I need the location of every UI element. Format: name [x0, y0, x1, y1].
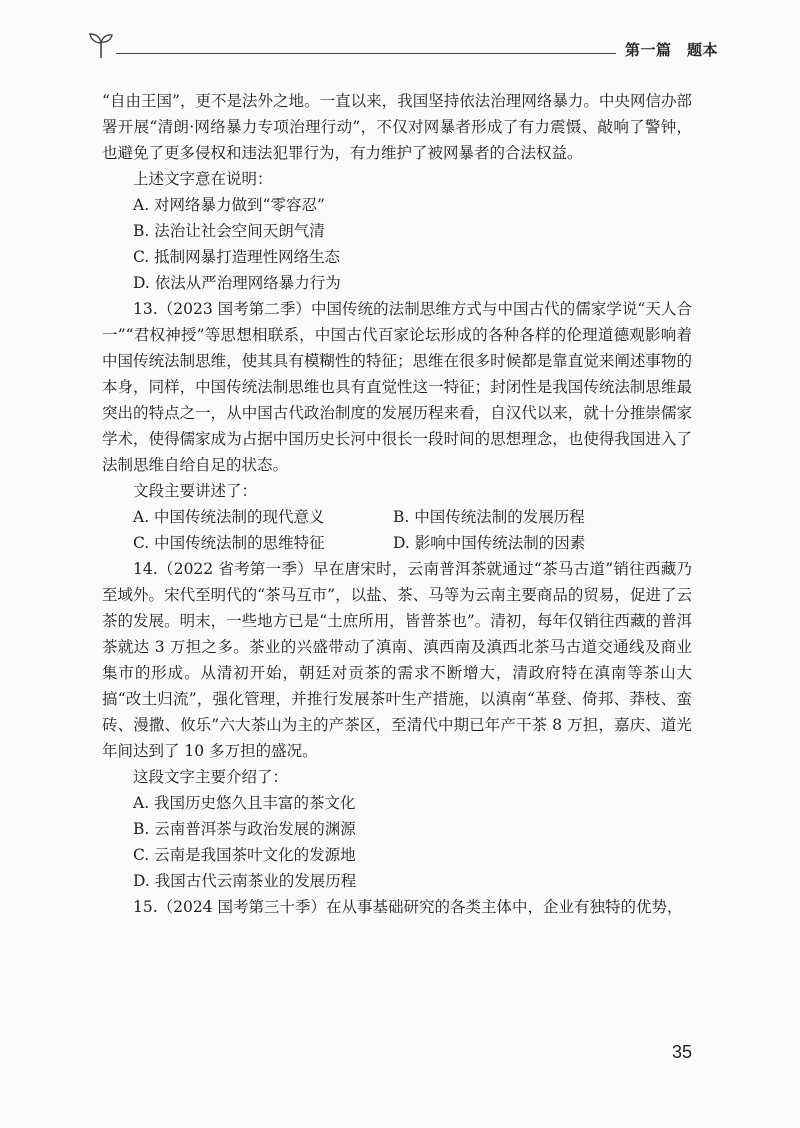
q13-prompt: 文段主要讲述了：	[133, 482, 258, 500]
q14-option-d: D. 我国古代云南茶业的发展历程	[133, 872, 357, 890]
q12-option-d: D. 依法从严治理网络暴力行为	[133, 274, 341, 292]
q13-option-a: A. 中国传统法制的现代意义	[133, 508, 325, 526]
q13-option-d: D. 影响中国传统法制的因素	[393, 534, 586, 552]
q13-options-row-2	[102, 530, 692, 556]
q14-prompt: 这段文字主要介绍了：	[133, 768, 289, 786]
q13-option-b: B. 中国传统法制的发展历程	[393, 508, 585, 526]
q14-option-c: C. 云南是我国茶叶文化的发源地	[133, 846, 356, 864]
header-rule	[116, 53, 616, 54]
sprout-icon	[88, 30, 114, 60]
q14-option-b: B. 云南普洱茶与政治发展的渊源	[133, 820, 356, 838]
q12-option-a: A. 对网络暴力做到“零容忍”	[133, 196, 325, 214]
page-header	[88, 30, 718, 70]
q15-text: 15.（2024 国考第三十季）在从事基础研究的各类主体中，企业有独特的优势，	[133, 898, 683, 916]
q14-option-a: A. 我国历史悠久且丰富的茶文化	[133, 794, 356, 812]
q14-text: 14.（2022 省考第一季）早在唐宋时，云南普洱茶就通过“茶马古道”销往西藏乃至域外。宋代至明代的“茶马互市”，以盐、茶、马等为云南主要商品的贸易，促进了云茶的发展。明末，一些地方已是“土庶所用，皆普茶也”。清初，每年仅销往西藏的普洱茶就达 3 万担之多。茶业的兴盛带动了滇南、滇西南及滇西北茶马古道交通线及商业集市的形成。从清初开始，朝廷对贡茶的需求不断增大，清政府特在滇南等茶山大搞“改土归流”，强化管理，并推行发展茶叶生产措施，以滇南“革登、倚邦、莽枝、蛮砖、漫撒、攸乐”六大茶山为主的产茶区，至清代中期已年产干茶 8 万担，嘉庆、道光年间达到了 10 多万担的盛况。	[102, 560, 692, 760]
page-number: 35	[671, 1042, 692, 1062]
q13-text: 13.（2023 国考第二季）中国传统的法制思维方式与中国古代的儒家学说“天人合一”“君权神授”等思想相联系，中国古代百家论坛形成的各种各样的伦理道德观影响着中国传统法制思维，使其具有模糊性的特征；思维在很多时候都是靠直觉来阐述事物的本身，同样，中国传统法制思维也具有直觉性这一特征；封闭性是我国传统法制思维最突出的特点之一，从中国古代政治制度的发展历程来看，自汉代以来，就十分推崇儒家学术，使得儒家成为占据中国历史长河中很长一段时间的思想理念，也使得我国进入了法制思维自给自足的状态。	[102, 300, 692, 474]
q12-option-c: C. 抵制网暴打造理性网络生态	[133, 248, 341, 266]
section-title: 第一篇 题本	[624, 41, 718, 59]
page-content	[102, 88, 692, 920]
q12-option-b: B. 法治让社会空间天朗气清	[133, 222, 325, 240]
q13-option-c: C. 中国传统法制的思维特征	[133, 534, 325, 552]
q12-text: “自由王国”，更不是法外之地。一直以来，我国坚持依法治理网络暴力。中央网信办部署开展“清朗·网络暴力专项治理行动”，不仅对网暴者形成了有力震慑、敲响了警钟，也避免了更多侵权和违法犯罪行为，有力维护了被网暴者的合法权益。	[102, 92, 692, 162]
q12-prompt: 上述文字意在说明：	[133, 170, 273, 188]
q13-options-row-1	[102, 504, 692, 530]
